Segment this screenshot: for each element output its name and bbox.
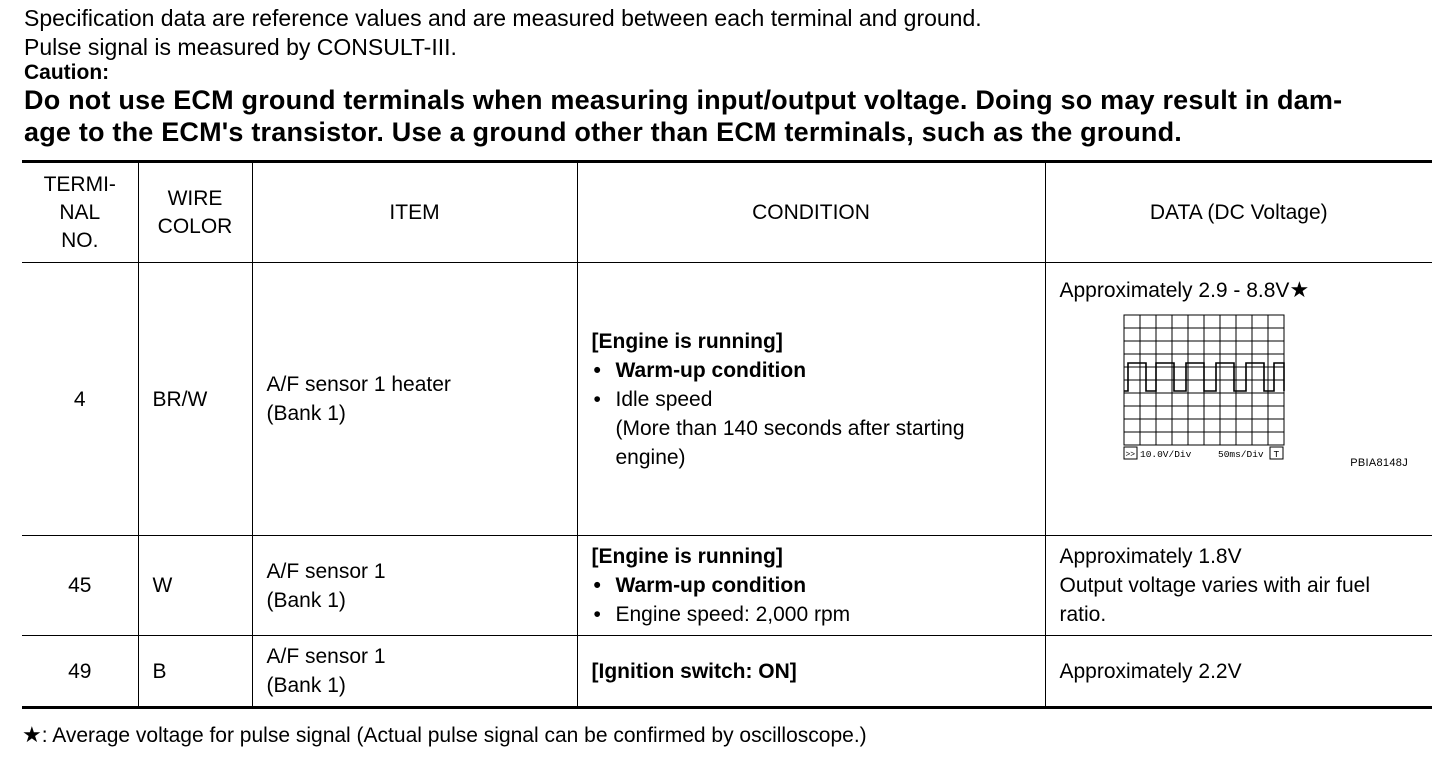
terminal-number: 4 [22,263,138,536]
table-row [22,536,1432,636]
condition-sub-text: (More than 140 seconds after starting [615,416,965,440]
data-voltage-range [1060,275,1310,305]
condition-list [592,356,1031,472]
intro-section [24,4,1434,148]
star-icon: ★ [1289,277,1310,302]
condition-title: [Engine is running] [591,329,783,353]
item-bank: (Bank 1) [266,402,346,425]
condition-item: • Warm-up condition [592,571,1031,600]
condition-item: • Warm-up condition [592,356,1031,385]
data-voltage-text: Approximately 2.9 - 8.8V [1059,279,1290,302]
data-figure [1060,263,1433,488]
condition-title: [Ignition switch: ON] [591,659,797,683]
terminal-number: 45 [22,536,138,636]
condition-cell [577,263,1045,536]
wire-color: W [138,536,252,636]
header-data: DATA (DC Voltage) [1045,162,1432,263]
table-row [22,263,1432,536]
condition-list [592,571,1031,629]
wire-color: B [138,636,252,708]
scope-voltage-div: 10.0V/Div [1139,449,1191,460]
spec-note-line: Specification data are reference values and are measured between each terminal and ground. [24,5,982,31]
data-voltage: Approximately 2.2V [1059,659,1242,683]
item-bank: (Bank 1) [266,588,346,612]
terminal-number: 49 [22,636,138,708]
table-row [22,636,1432,708]
item-name: A/F sensor 1 [266,645,386,668]
star-icon: ★ [22,722,42,747]
condition-title: [Engine is running] [591,545,783,568]
footnote-text: : Average voltage for pulse signal (Actual pulse signal can be confirmed by oscilloscope.) [41,724,867,747]
data-cell [1045,263,1432,536]
oscilloscope-waveform [1122,313,1298,461]
figure-id: PBIA8148J [1350,457,1408,469]
item-cell [252,263,577,536]
scope-time-div: 50ms/Div [1217,449,1264,460]
data-voltage: Approximately 1.8V [1059,545,1242,568]
header-terminal-l3: NO. [61,228,99,252]
scope-arrow-label: >> [1125,450,1135,460]
item-bank: (Bank 1) [266,674,346,697]
header-terminal-l2: NAL [59,200,101,224]
header-wire-l2: COLOR [157,214,233,238]
item-cell [252,636,577,708]
caution-text-line1: Do not use ECM ground terminals when measuring input/output voltage. Doing so may result in dam- [24,85,1343,115]
data-cell [1045,536,1432,636]
terminal-spec-table [22,160,1432,709]
condition-item-text: • Idle speed [615,387,713,411]
wire-color: BR/W [138,263,252,536]
data-note: ratio. [1059,603,1107,626]
consult-note-line: Pulse signal is measured by CONSULT-III. [24,34,457,60]
item-cell [252,536,577,636]
data-note: Output voltage varies with air fuel [1059,574,1370,597]
footnote [22,722,867,748]
condition-sub-text: engine) [615,445,686,469]
header-item: ITEM [252,162,577,263]
condition-item [592,385,1031,472]
item-name: A/F sensor 1 heater [266,373,451,396]
header-terminal-no [22,162,138,263]
caution-label: Caution: [24,61,110,84]
data-cell [1045,636,1432,708]
header-condition: CONDITION [577,162,1045,263]
header-wire-color [138,162,252,263]
table-header-row [22,162,1432,263]
header-wire-l1: WIRE [167,186,223,210]
condition-cell [577,536,1045,636]
item-name: A/F sensor 1 [266,559,386,583]
scope-trigger-label: T [1273,449,1279,460]
caution-text-line2: age to the ECM's transistor. Use a ground other than ECM terminals, such as the ground. [24,117,1182,147]
condition-item: • Engine speed: 2,000 rpm [592,600,1031,629]
header-terminal-l1: TERMI- [43,172,116,196]
condition-cell [577,636,1045,708]
